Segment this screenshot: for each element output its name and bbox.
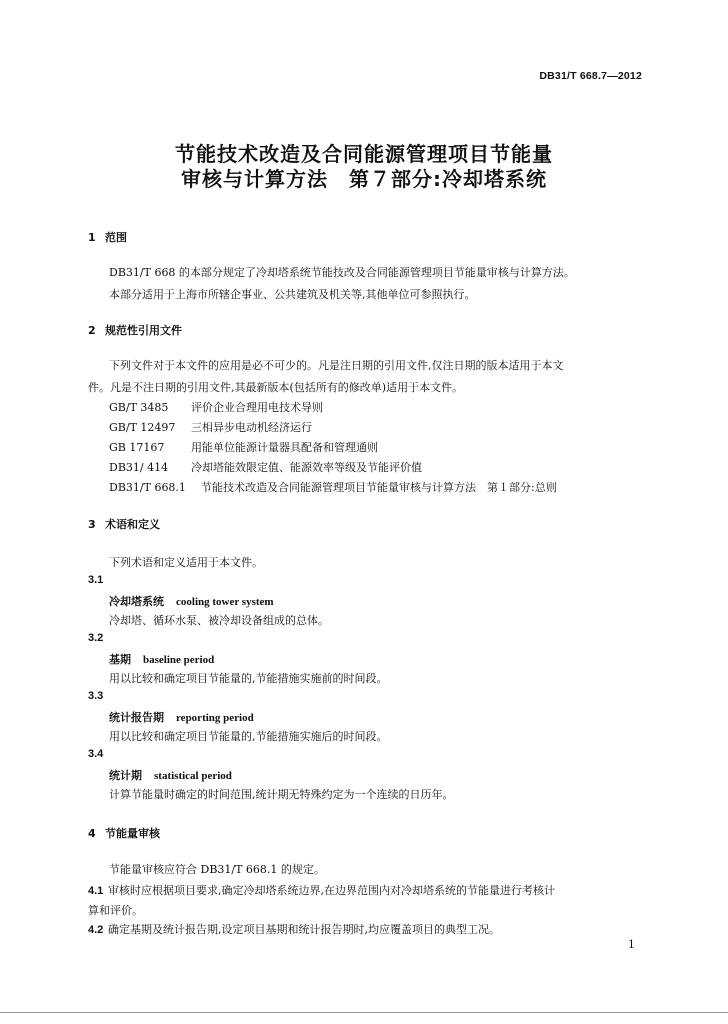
reference-code: GB/T 3485	[109, 401, 169, 414]
terms-intro: 下列术语和定义适用于本文件。	[109, 556, 263, 569]
term-en: baseline period	[143, 654, 215, 666]
term-zh: 基期	[109, 653, 131, 666]
section-4-heading	[88, 825, 160, 841]
term-definition: 计算节能量时确定的时间范围,统计期无特殊约定为一个连续的日历年。	[109, 788, 454, 801]
clause-text: 确定基期及统计报告期,设定项目基期和统计报告期时,均应覆盖项目的典型工况。	[108, 923, 500, 936]
term-name	[109, 651, 214, 667]
reference-title: 三相异步电动机经济运行	[191, 421, 312, 434]
standard-code: DB31/T 668.7—2012	[539, 70, 642, 82]
page-number: 1	[628, 938, 635, 951]
section-title: 术语和定义	[105, 518, 160, 531]
reference-code: DB31/ 414	[109, 461, 169, 474]
section-number: 2	[88, 324, 96, 337]
document-title-line-1: 节能技术改造及合同能源管理项目节能量	[175, 142, 553, 166]
reference-code: GB 17167	[109, 441, 165, 454]
term-definition: 用以比较和确定项目节能量的,节能措施实施前的时间段。	[109, 672, 388, 685]
term-number: 3.1	[88, 574, 104, 586]
reference-code: GB/T 12497	[109, 421, 176, 434]
section-number: 4	[88, 827, 96, 840]
reference-title: 用能单位能源计量器具配备和管理通则	[191, 441, 378, 454]
clause-4-2	[88, 921, 500, 937]
term-number: 3.4	[88, 748, 104, 760]
references-intro-line-1: 下列文件对于本文件的应用是必不可少的。凡是注日期的引用文件,仅注日期的版本适用于本文	[109, 359, 564, 372]
term-en: reporting period	[176, 712, 254, 724]
clause-4-1-line-1	[88, 882, 555, 898]
term-number: 3.3	[88, 690, 104, 702]
references-intro-line-2: 件。凡是不注日期的引用文件,其最新版本(包括所有的修改单)适用于本文件。	[88, 381, 464, 394]
reference-item	[109, 479, 557, 495]
term-zh: 统计报告期	[109, 711, 164, 724]
reference-item	[109, 419, 312, 435]
audit-intro: 节能量审核应符合 DB31/T 668.1 的规定。	[109, 863, 325, 876]
term-en: statistical period	[154, 770, 232, 782]
scan-edge-line	[0, 1012, 728, 1013]
section-1-heading	[88, 229, 127, 245]
section-number: 3	[88, 518, 96, 531]
term-name	[109, 593, 274, 609]
term-number: 3.2	[88, 632, 104, 644]
clause-text: 审核时应根据项目要求,确定冷却塔系统边界,在边界范围内对冷却塔系统的节能量进行考核计	[108, 884, 555, 897]
reference-item	[109, 399, 323, 415]
clause-number: 4.2	[88, 924, 104, 936]
section-title: 范围	[105, 231, 127, 244]
document-title-line-2: 审核与计算方法 第７部分:冷却塔系统	[181, 167, 547, 191]
scope-paragraph-1: DB31/T 668 的本部分规定了冷却塔系统节能技改及合同能源管理项目节能量审核与计算方法。	[109, 266, 575, 279]
scope-paragraph-2: 本部分适用于上海市所辖企事业、公共建筑及机关等,其他单位可参照执行。	[109, 288, 476, 301]
section-title: 节能量审核	[105, 827, 160, 840]
term-definition: 冷却塔、循环水泵、被冷却设备组成的总体。	[109, 614, 329, 627]
clause-4-1-line-2: 算和评价。	[88, 904, 143, 917]
term-definition: 用以比较和确定项目节能量的,节能措施实施后的时间段。	[109, 730, 388, 743]
reference-title: 节能技术改造及合同能源管理项目节能量审核与计算方法 第１部分:总则	[201, 481, 557, 494]
section-number: 1	[88, 231, 96, 244]
reference-title: 冷却塔能效限定值、能源效率等级及节能评价值	[191, 461, 422, 474]
term-zh: 统计期	[109, 769, 142, 782]
reference-item	[109, 459, 422, 475]
reference-code: DB31/T 668.1	[109, 481, 186, 494]
section-3-heading	[88, 516, 160, 532]
section-2-heading	[88, 322, 182, 338]
term-name	[109, 709, 254, 725]
clause-number: 4.1	[88, 885, 104, 897]
reference-item	[109, 439, 378, 455]
term-zh: 冷却塔系统	[109, 595, 164, 608]
reference-title: 评价企业合理用电技术导则	[191, 401, 323, 414]
term-en: cooling tower system	[176, 596, 274, 608]
section-title: 规范性引用文件	[105, 324, 182, 337]
term-name	[109, 767, 232, 783]
